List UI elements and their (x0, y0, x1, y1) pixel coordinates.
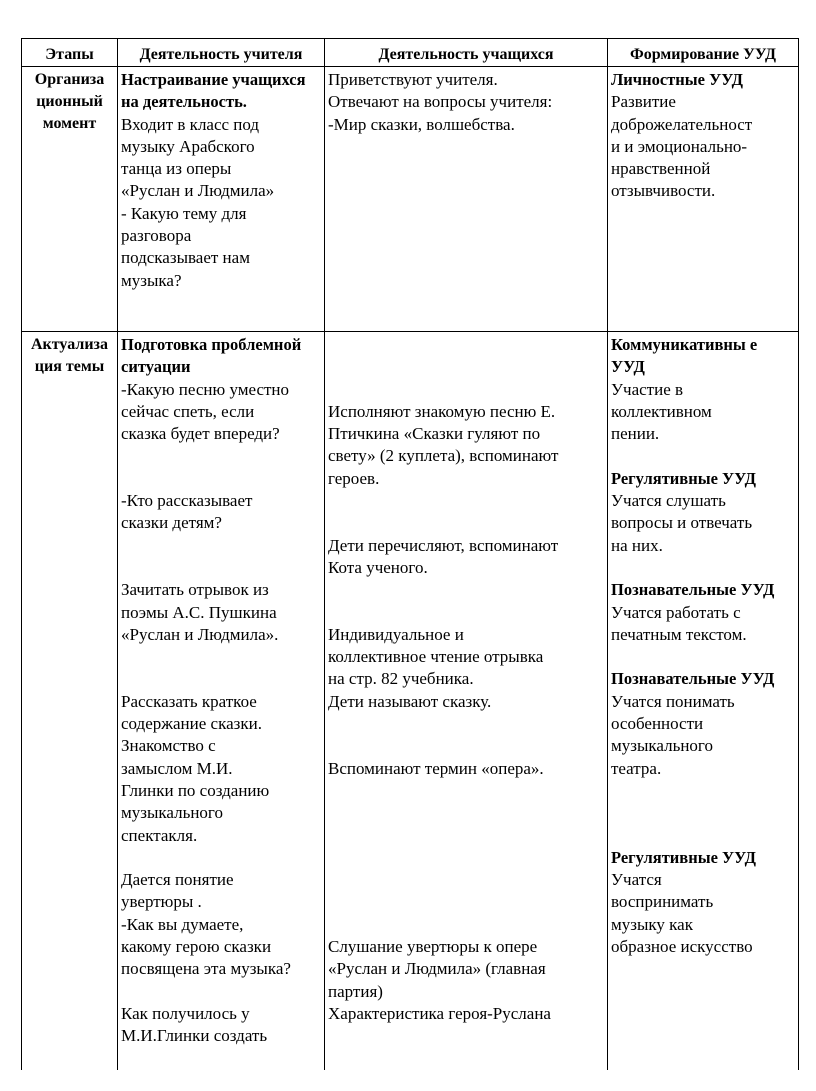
text-line: Кота ученого. (328, 557, 428, 577)
text-line: -Мир сказки, волшебства. (328, 114, 515, 134)
text-line: Учатся понимать (611, 691, 735, 711)
text-line: Птичкина «Сказки гуляют по (328, 424, 541, 444)
uud-title: Личностные УУД (611, 70, 744, 89)
text-line: -Кто рассказывает (121, 491, 253, 511)
table-row (22, 332, 799, 1071)
uud-title-communicative: Коммуникативны е УУД (611, 335, 758, 377)
text-line: на них. (611, 535, 663, 555)
text-line: - Какую тему для (121, 203, 247, 223)
student-cell (325, 67, 608, 332)
header-teacher-activity: Деятельность учителя (118, 39, 325, 67)
text-line: вопросы и отвечать (611, 513, 753, 533)
text-line: какому герою сказки (121, 937, 272, 957)
text-line: Дети называют сказку. (328, 691, 492, 711)
text-line: Участие в (611, 379, 684, 399)
student-answer-4 (328, 758, 604, 780)
lesson-plan-table (21, 38, 799, 1070)
text-line: особенности (611, 714, 704, 734)
text-line: Рассказать краткое (121, 691, 257, 711)
student-answer-2 (328, 535, 604, 580)
teacher-question-5 (121, 869, 321, 980)
text-line: увертюры . (121, 892, 202, 912)
text-line: замыслом М.И. (121, 758, 233, 778)
teacher-question-4 (121, 691, 321, 847)
student-answer-1 (328, 401, 604, 490)
uud-lines-2 (611, 490, 795, 557)
text-line: Знакомство с (121, 736, 216, 756)
text-line: Слушание увертюры к опере (328, 937, 538, 957)
text-line: отзывчивости. (611, 181, 716, 201)
text-line: партия) (328, 981, 383, 1001)
table-row (22, 67, 799, 332)
uud-title-regulative-2: Регулятивные УУД (611, 847, 756, 867)
text-line: воспринимать (611, 892, 714, 912)
text-line: печатным текстом. (611, 624, 747, 644)
text-line: героев. (328, 468, 380, 488)
text-line: -Как вы думаете, (121, 914, 244, 934)
text-line: поэмы А.С. Пушкина (121, 602, 277, 622)
teacher-cell (118, 67, 325, 332)
text-line: коллективное чтение отрывка (328, 647, 544, 667)
text-line: Характеристика героя-Руслана (328, 1003, 551, 1023)
header-student-activity: Деятельность учащихся (325, 39, 608, 67)
uud-lines-4 (611, 691, 795, 780)
text-line: музыка? (121, 270, 182, 290)
text-line: подсказывает нам (121, 248, 250, 268)
text-line: Учатся слушать (611, 491, 726, 511)
text-line: Вспоминают термин «опера». (328, 758, 544, 778)
student-cell (325, 332, 608, 1071)
uud-lines (611, 91, 795, 202)
text-line: Развитие (611, 92, 676, 112)
text-line: разговора (121, 226, 192, 246)
text-line: Глинки по созданию (121, 780, 270, 800)
text-line: и и эмоционально- (611, 136, 748, 156)
teacher-cell (118, 332, 325, 1071)
text-line: М.И.Глинки создать (121, 1026, 268, 1046)
text-line: «Руслан и Людмила». (121, 624, 279, 644)
text-line: Учатся (611, 870, 662, 890)
teacher-question-3 (121, 579, 321, 646)
teacher-lines (121, 114, 321, 292)
text-line: свету» (2 куплета), вспоминают (328, 446, 559, 466)
header-stages: Этапы (22, 39, 118, 67)
teacher-question-6 (121, 1003, 321, 1048)
student-lines (328, 69, 604, 136)
student-answer-5 (328, 936, 604, 1025)
text-line: театра. (611, 758, 662, 778)
uud-lines-1 (611, 379, 795, 446)
text-line: на стр. 82 учебника. (328, 669, 474, 689)
text-line: музыку Арабского (121, 136, 255, 156)
text-line: нравственной (611, 159, 711, 179)
uud-title-cognitive-2: Познавательные УУД (611, 669, 775, 689)
teacher-title: Подготовка проблемной ситуации (121, 335, 302, 377)
uud-title-regulative: Регулятивные УУД (611, 468, 756, 488)
header-uud-formation: Формирование УУД (608, 39, 799, 67)
text-line: сказки детям? (121, 513, 222, 533)
text-line: «Руслан и Людмила» (121, 181, 275, 201)
text-line: образное искусство (611, 937, 753, 957)
uud-title-cognitive: Познавательные УУД (611, 580, 775, 600)
text-line: Входит в класс под (121, 114, 260, 134)
uud-lines-3 (611, 602, 795, 647)
uud-cell (608, 67, 799, 332)
uud-lines-5 (611, 869, 795, 958)
text-line: содержание сказки. (121, 714, 262, 734)
uud-cell (608, 332, 799, 1071)
text-line: музыкального (121, 803, 223, 823)
text-line: танца из оперы (121, 159, 232, 179)
text-line: спектакля. (121, 825, 198, 845)
text-line: Приветствуют учителя. (328, 70, 498, 89)
text-line: доброжелательност (611, 114, 753, 134)
teacher-question-2 (121, 490, 321, 535)
text-line: музыку как (611, 914, 693, 934)
text-line: сейчас спеть, если (121, 401, 255, 421)
text-line: коллективном (611, 401, 712, 421)
text-line: «Руслан и Людмила» (главная (328, 959, 546, 979)
student-answer-3 (328, 624, 604, 713)
text-line: музыкального (611, 736, 713, 756)
header-row (22, 39, 799, 67)
text-line: Дети перечисляют, вспоминают (328, 535, 559, 555)
text-line: посвящена эта музыка? (121, 959, 291, 979)
text-line: Отвечают на вопросы учителя: (328, 92, 553, 112)
teacher-question-1 (121, 379, 321, 446)
text-line: -Какую песню уместно (121, 379, 290, 399)
teacher-title: Настраивание учащихся на деятельность. (121, 70, 306, 112)
text-line: сказка будет впереди? (121, 424, 280, 444)
text-line: Зачитать отрывок из (121, 580, 269, 600)
text-line: Дается понятие (121, 870, 234, 890)
stage-cell: Организа ционный момент (22, 67, 118, 332)
text-line: Индивидуальное и (328, 624, 464, 644)
stage-cell: Актуализа ция темы (22, 332, 118, 1071)
text-line: Исполняют знакомую песню Е. (328, 401, 556, 421)
text-line: Учатся работать с (611, 602, 741, 622)
text-line: Как получилось у (121, 1003, 250, 1023)
text-line: пении. (611, 424, 660, 444)
